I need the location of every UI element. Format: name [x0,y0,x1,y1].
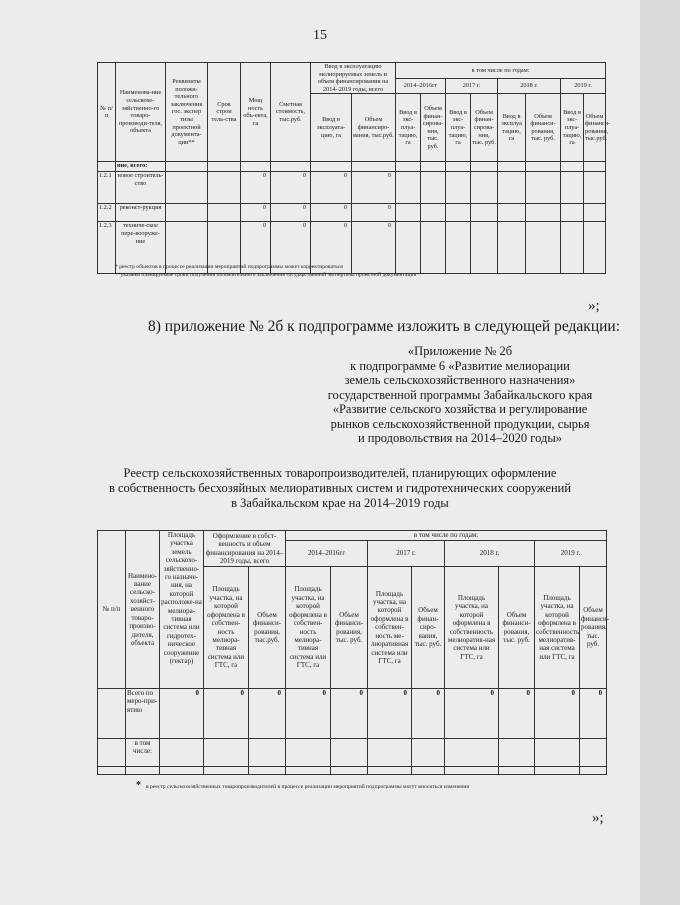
row-cost: 0 [271,222,311,274]
header-sub-area: Площадь участка, на которой оформлена в собственность мелиоратив-ная система или ГТС, га [535,567,580,689]
footnote-mark: * [136,780,141,791]
appendix-line: рынков сельскохозяйственной продукции, сырья [330,416,590,431]
row-cost: 0 [271,172,311,204]
total-value: 0 [499,689,535,739]
header-year-finance: Объем финан-сирова-ния, тыс. руб. [471,94,498,162]
appendix-heading [260,344,660,446]
closing-quote-1: »; [588,298,600,314]
total-value: 0 [204,689,249,739]
row-num: 1.2.3 [98,222,116,274]
header-term: Срок строи тель-ства [208,63,241,162]
appendix-line: и продовольствия на 2014–2020 годы» [357,431,563,445]
header-year-finance: Объем финанси-рования, тыс.руб. [584,94,606,162]
instruction-text: 8) приложение № 2б к подпрограмме изложить в следующей редакции: [148,318,621,335]
row-input: 0 [311,222,352,274]
year-header: 2019 г. [535,541,607,567]
register-title [0,466,680,511]
header-sub-finance: Объем финанси-рования, тыс. руб. [499,567,535,689]
row-num: 1.2.2 [98,204,116,222]
row-power: 0 [241,204,271,222]
title-line: в собственность бесхозяйных мелиоративных систем и гидротехнических сооружений [108,481,572,495]
header-year-input: Ввод в экс-плуа-тацию, га [396,94,421,162]
header-sub-finance: Объем финанси-рования, тыс.руб. [249,567,286,689]
register-table [97,530,610,775]
total-value: 0 [580,689,607,739]
row-name: новое строитель-ство [116,172,166,204]
header-name: Наименова-ние сельскохо-зяйственно-го товаро-производи-теля, объекта [116,63,166,162]
header-total: Ввод в эксплуатацию мелиорируемых земель и объем финансирования на 2014–2019 годы, всего [311,63,396,94]
header-sub-finance: Объем финанси-рования, тыс. руб. [580,567,607,689]
row-input: 0 [311,204,352,222]
appendix-line: государственной программы Забайкальского края [327,387,593,402]
header-requisites: Реквизиты положи-тельного заключения гос. экспер тизы проектной документа-ции** [166,63,208,162]
row-power: 0 [241,172,271,204]
header-sub-area: Площадь участка, на которой оформлена в собственность мелиоратив-ная система или ГТС, га [445,567,499,689]
header-power: Мощ ность объ-екта, га [241,63,271,162]
row-finance: 0 [352,204,396,222]
total-value: 0 [368,689,412,739]
header-total: Оформление в собст-венность и объем финансирования на 2014–2019 годы, всего [204,531,286,567]
year-header: 2017 г. [368,541,445,567]
header-total-finance: Объем финансиро-вания, тыс.руб. [352,94,396,162]
footnote-2: **указаны планируемые сроки получения положительного заключения государственной экспертизы проектной документации [115,272,417,278]
year-header: 2017 г. [446,78,498,94]
header-total-input: Ввод в эксплуата-цию, га [311,94,352,162]
continued-row-label: ние, всего: [116,162,166,172]
total-value: 0 [412,689,445,739]
row-name: техниче-ское пере-вооруже-ние [116,222,166,274]
header-years: в том числе по годам: [286,531,607,541]
header-year-input: Ввод в экс-плуа-тацию, га [561,94,584,162]
objects-table [97,62,611,274]
register-footnote: в реестр сельскохозяйственных товаропроизводителей в процессе реализации мероприятий подпрограммы могут вноситься изменения [146,784,469,790]
row-input: 0 [311,172,352,204]
header-area: Площадь участка земель сельскохо-зяйственно-го назначе-ния, на которой расположе-на мелиора-тивная система или гидротех-ническое сооружение (гектар) [160,531,204,689]
title-line: в Забайкальском крае на 2014–2019 годы [231,496,449,510]
row-num: 1.2.1 [98,172,116,204]
total-label: Всего по меро-при-ятию [126,689,160,739]
header-year-finance: Объем финан-сирова-ния, тыс. руб. [421,94,446,162]
header-sub-area: Площадь участка, на которой оформлена в собствен-ность мелиора-тивная система или ГТС, га [204,567,249,689]
header-sub-area: Площадь участка, на которой оформлена в собствен-ность ме-лиоративная система или ГТС, га [368,567,412,689]
row-cost: 0 [271,204,311,222]
header-year-input: Ввод в эксплуа тацию, га [498,94,526,162]
row-finance: 0 [352,222,396,274]
header-num: № п/п [98,63,116,162]
appendix-line: к подпрограмме 6 «Развитие мелиорации [350,358,570,373]
year-header: 2014–2016гг [286,541,368,567]
closing-quote-2: »; [592,810,604,826]
header-cost: Сметная стоимость, тыс.руб. [271,63,311,162]
total-value: 0 [445,689,499,739]
including-label: в том числе: [126,739,160,767]
year-header: 2018 г. [498,78,561,94]
footnote-1: * реестр объектов в процессе реализации мероприятий подпрограммы может корректироваться [115,264,343,270]
year-header: 2019 г. [561,78,606,94]
header-sub-finance: Объем финан-сиро-вания, тыс. руб. [412,567,445,689]
header-num: № п/п [98,531,126,689]
year-header: 2018 г. [445,541,535,567]
total-value: 0 [160,689,204,739]
total-value: 0 [331,689,368,739]
title-line: Реестр сельскохозяйственных товаропроизводителей, планирующих оформление [123,466,557,480]
appendix-line: «Приложение № 2б [407,344,513,358]
header-year-input: Ввод в экс-плуа-тацию, га [446,94,471,162]
table-row [98,204,606,222]
header-year-finance: Объем финанси-рования, тыс. руб. [526,94,561,162]
total-value: 0 [249,689,286,739]
total-value: 0 [535,689,580,739]
row-name: реконст-рукция [116,204,166,222]
header-name: Наимено-вание сельско-хозяйст-венного товаро-произво-дителя, объекта [126,531,160,689]
header-sub-finance: Объем финанси-рования, тыс. руб. [331,567,368,689]
header-years: в том числе по годам: [396,63,606,79]
year-header: 2014–2016гг [396,78,446,94]
page-number: 15 [313,28,327,43]
table-row [98,172,606,204]
appendix-line: «Развитие сельского хозяйства и регулирование [332,402,588,416]
row-finance: 0 [352,172,396,204]
row-power: 0 [241,222,271,274]
appendix-line: земель сельскохозяйственного назначения» [344,373,576,387]
total-value: 0 [286,689,331,739]
header-sub-area: Площадь участка, на которой оформлена в собствен-ность мелиора-тивная система или ГТС, га [286,567,331,689]
total-row [98,689,607,739]
